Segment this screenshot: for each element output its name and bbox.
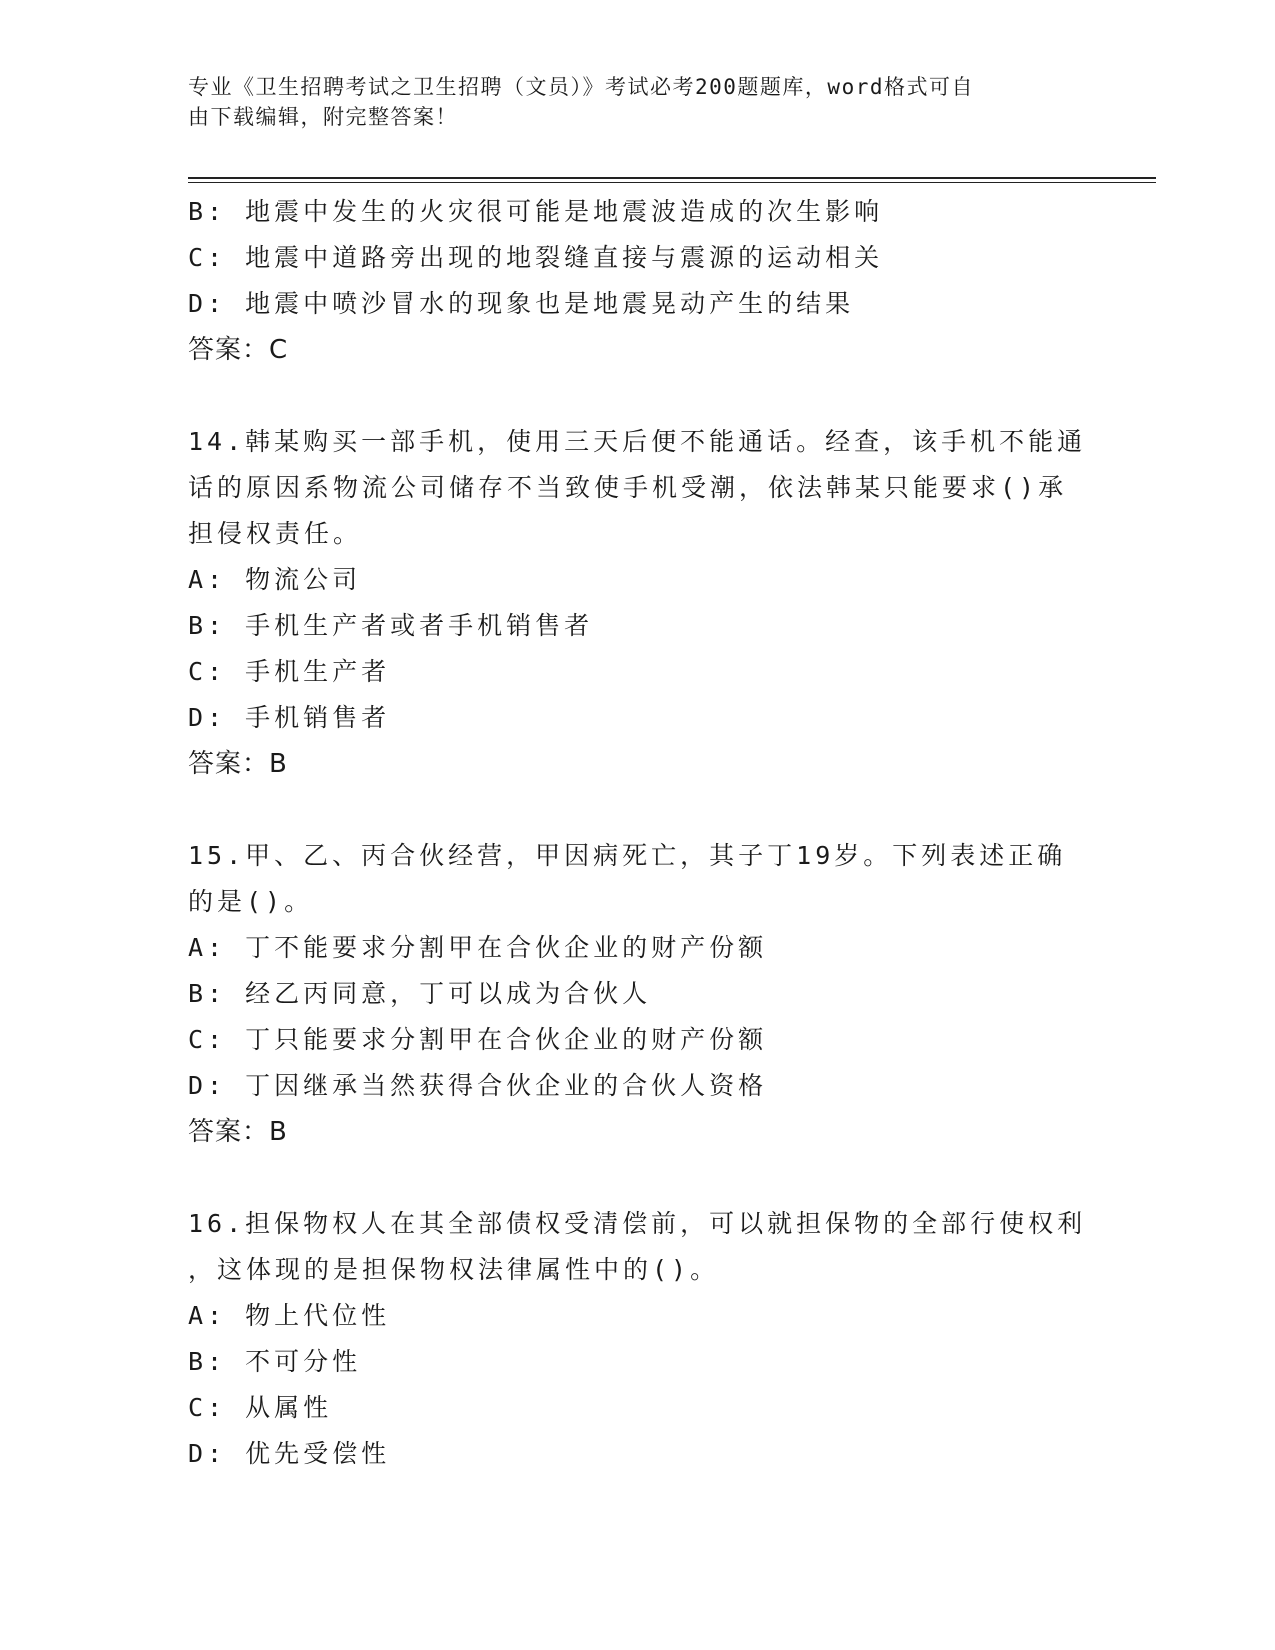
answer-line: 答案：C <box>188 335 289 365</box>
spacer <box>188 373 1088 419</box>
stem-line: 的是()。 <box>188 887 314 916</box>
option-d: D: 手机销售者 <box>188 703 391 732</box>
question-content <box>188 189 1088 1477</box>
stem-line: ，这体现的是担保物权法律属性中的()。 <box>188 1255 720 1284</box>
header-rule-thin <box>188 182 1156 183</box>
stem-line: 15.甲、乙、丙合伙经营，甲因病死亡，其子丁19岁。下列表述正确 <box>188 841 1067 870</box>
option-a: A: 物上代位性 <box>188 1301 391 1330</box>
spacer <box>188 1155 1088 1201</box>
stem-line: 14.韩某购买一部手机，使用三天后便不能通话。经查，该手机不能通 <box>188 427 1087 456</box>
option-b: B: 不可分性 <box>188 1347 362 1376</box>
question-stem <box>188 1201 1088 1293</box>
option-c: C: 地震中道路旁出现的地裂缝直接与震源的运动相关 <box>188 243 884 272</box>
question-stem <box>188 833 1088 925</box>
option-c: C: 从属性 <box>188 1393 333 1422</box>
question-14 <box>188 419 1088 787</box>
option-d: D: 优先受偿性 <box>188 1439 391 1468</box>
header-line-1: 专业《卫生招聘考试之卫生招聘（文员）》考试必考200题题库，word格式可自 <box>188 75 974 99</box>
option-b: B: 手机生产者或者手机销售者 <box>188 611 594 640</box>
answer-line: 答案：B <box>188 749 288 779</box>
option-c: C: 手机生产者 <box>188 657 391 686</box>
stem-line: 16.担保物权人在其全部债权受清偿前，可以就担保物的全部行使权利 <box>188 1209 1087 1238</box>
header-line-2: 由下载编辑，附完整答案！ <box>188 105 458 129</box>
option-c: C: 丁只能要求分割甲在合伙企业的财产份额 <box>188 1025 768 1054</box>
option-a: A: 丁不能要求分割甲在合伙企业的财产份额 <box>188 933 768 962</box>
question-stem <box>188 419 1088 557</box>
option-d: D: 地震中喷沙冒水的现象也是地震晃动产生的结果 <box>188 289 855 318</box>
page-header <box>188 72 1068 132</box>
header-rule-thick <box>188 177 1156 179</box>
stem-line: 担侵权责任。 <box>188 519 363 548</box>
option-b: B: 经乙丙同意，丁可以成为合伙人 <box>188 979 652 1008</box>
answer-line: 答案：B <box>188 1117 288 1147</box>
question-13-continued <box>188 189 1088 373</box>
question-15 <box>188 833 1088 1155</box>
stem-line: 话的原因系物流公司储存不当致使手机受潮，依法韩某只能要求()承 <box>188 473 1068 502</box>
option-b: B: 地震中发生的火灾很可能是地震波造成的次生影响 <box>188 197 884 226</box>
question-16 <box>188 1201 1088 1477</box>
option-d: D: 丁因继承当然获得合伙企业的合伙人资格 <box>188 1071 768 1100</box>
option-a: A: 物流公司 <box>188 565 362 594</box>
spacer <box>188 787 1088 833</box>
